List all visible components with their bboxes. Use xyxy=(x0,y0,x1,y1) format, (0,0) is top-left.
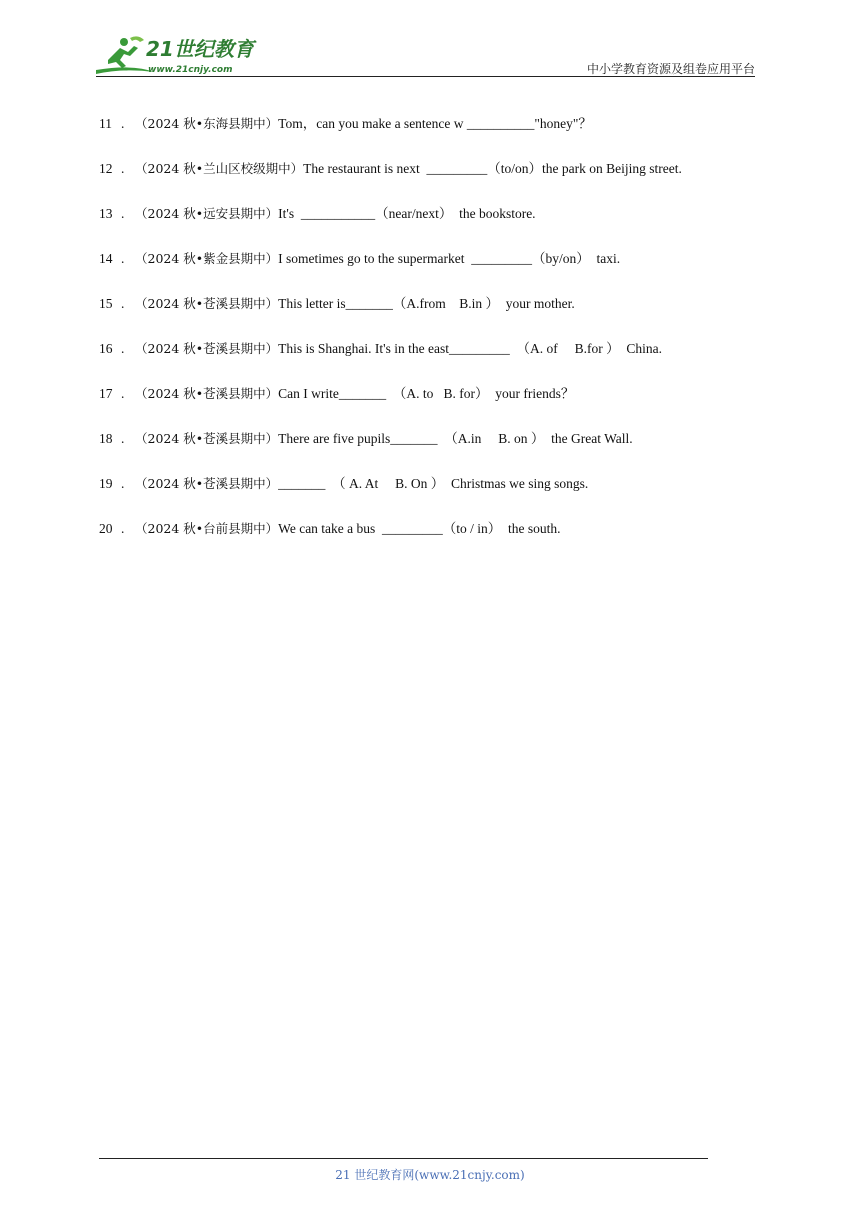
question-dot: . xyxy=(121,431,125,446)
footer-link[interactable]: 21 世纪教育网(www.21cnjy.com) xyxy=(335,1168,525,1182)
question-dot: . xyxy=(121,251,125,266)
question-source: （2024 秋•苍溪县期中） xyxy=(135,431,279,446)
question-item xyxy=(99,292,575,312)
question-source: （2024 秋•苍溪县期中） xyxy=(135,296,279,311)
question-item xyxy=(99,472,588,492)
question-source: （2024 秋•兰山区校级期中） xyxy=(135,161,304,176)
question-item xyxy=(99,337,662,357)
question-dot: . xyxy=(121,161,125,176)
question-item xyxy=(99,202,536,222)
question-number: 15 xyxy=(99,296,113,311)
question-item xyxy=(99,112,592,132)
question-item xyxy=(99,157,682,177)
question-dot: . xyxy=(121,341,125,356)
question-dot: . xyxy=(121,521,125,536)
question-number: 13 xyxy=(99,206,113,221)
question-item xyxy=(99,427,633,447)
page-header xyxy=(0,0,860,80)
question-text: There are five pupils_______ （A.in B. on ） the Great Wall. xyxy=(278,431,633,446)
question-number: 11 xyxy=(99,116,112,131)
question-text: It's ___________（near/next） the bookstore. xyxy=(278,206,536,221)
question-number: 19 xyxy=(99,476,113,491)
header-divider xyxy=(96,76,755,77)
question-dot: . xyxy=(121,476,125,491)
question-source: （2024 秋•远安县期中） xyxy=(135,206,279,221)
question-source: （2024 秋•苍溪县期中） xyxy=(135,341,279,356)
question-text: I sometimes go to the supermarket _________（by/on） taxi. xyxy=(278,251,621,266)
question-dot: . xyxy=(121,386,125,401)
question-text: Can I write_______ （A. to B. for） your friends？ xyxy=(278,386,575,401)
question-source: （2024 秋•东海县期中） xyxy=(135,116,279,131)
site-logo xyxy=(94,34,264,78)
logo-text: 21世纪教育 xyxy=(146,37,254,61)
question-dot: . xyxy=(121,206,125,221)
question-text: Tom，can you make a sentence w __________"honey"？ xyxy=(278,116,592,131)
question-text: This letter is_______（A.from B.in ） your mother. xyxy=(278,296,575,311)
question-source: （2024 秋•苍溪县期中） xyxy=(135,386,279,401)
question-text: The restaurant is next _________（to/on）the park on Beijing street. xyxy=(303,161,682,176)
question-number: 12 xyxy=(99,161,113,176)
question-source: （2024 秋•苍溪县期中） xyxy=(135,476,279,491)
header-platform-text: 中小学教育资源及组卷应用平台 xyxy=(586,62,755,76)
question-item xyxy=(99,382,574,402)
question-number: 17 xyxy=(99,386,113,401)
question-number: 16 xyxy=(99,341,113,356)
question-source: （2024 秋•紫金县期中） xyxy=(135,251,279,266)
question-text: This is Shanghai. It's in the east_________ （A. of B.for ） China. xyxy=(278,341,662,356)
question-dot: . xyxy=(121,116,125,131)
footer-divider xyxy=(99,1158,708,1159)
question-text: _______ （ A. At B. On ） Christmas we sing songs. xyxy=(278,476,589,491)
question-source: （2024 秋•台前县期中） xyxy=(135,521,279,536)
question-number: 14 xyxy=(99,251,113,266)
question-item xyxy=(99,517,561,537)
question-text: We can take a bus _________（to / in） the south. xyxy=(278,521,561,536)
question-number: 20 xyxy=(99,521,113,536)
logo-url: www.21cnjy.com xyxy=(148,65,233,75)
question-item xyxy=(99,247,620,267)
question-number: 18 xyxy=(99,431,113,446)
question-dot: . xyxy=(121,296,125,311)
